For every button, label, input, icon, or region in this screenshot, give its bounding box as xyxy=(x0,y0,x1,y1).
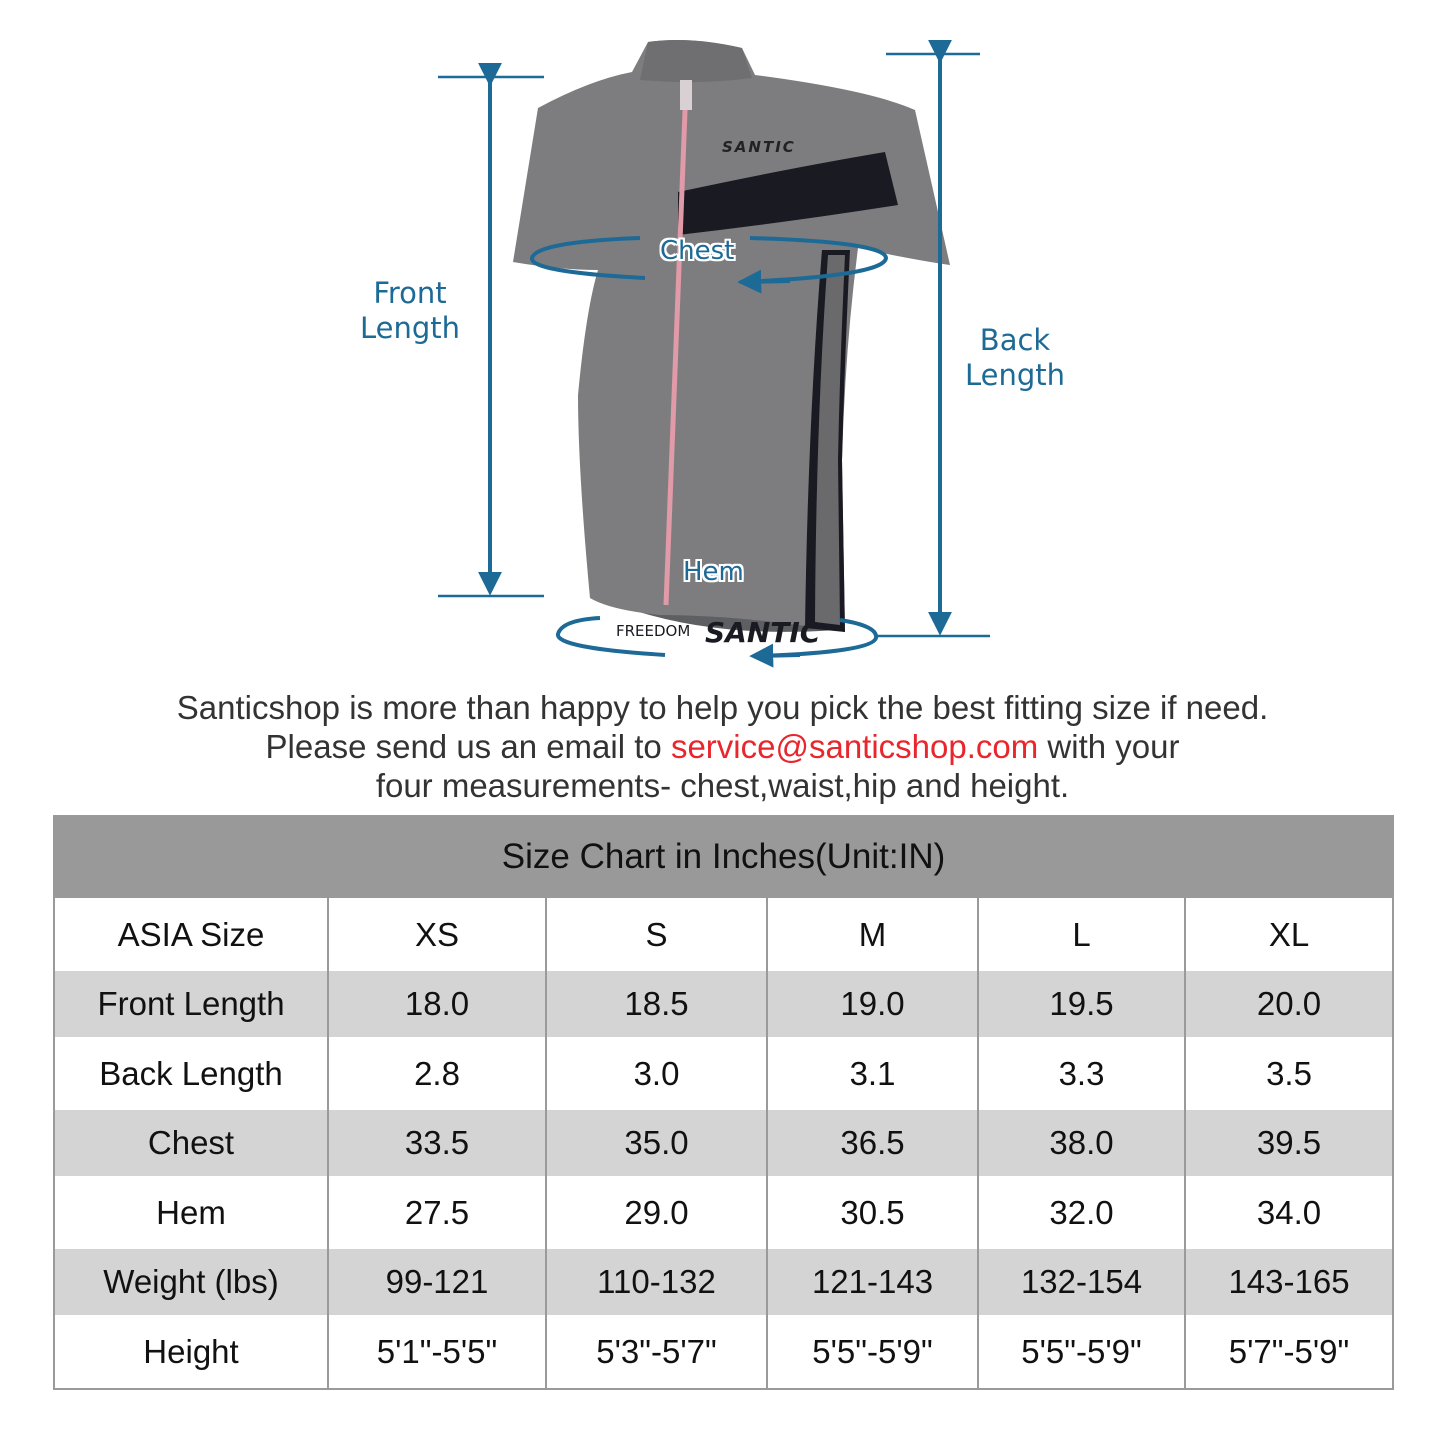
table-cell: 3.5 xyxy=(1185,1037,1393,1110)
table-cell: 3.3 xyxy=(978,1037,1185,1110)
table-cell: 110-132 xyxy=(546,1249,767,1315)
front-length-label-line2: Length xyxy=(359,311,461,345)
table-cell: 18.5 xyxy=(546,971,767,1037)
table-row xyxy=(54,1037,1393,1110)
table-row xyxy=(54,1176,1393,1249)
table-cell: 18.0 xyxy=(328,971,546,1037)
hem-band-logo: SANTIC xyxy=(705,616,821,649)
collar xyxy=(640,40,752,82)
table-cell: 38.0 xyxy=(978,1110,1185,1176)
intro-line-2-end: with your xyxy=(1038,728,1180,765)
size-chart-title: Size Chart in Inches(Unit:IN) xyxy=(54,816,1393,897)
table-row xyxy=(54,971,1393,1037)
table-cell: 3.0 xyxy=(546,1037,767,1110)
row-label: Hem xyxy=(54,1176,328,1249)
intro-text xyxy=(0,688,1445,805)
row-label: Height xyxy=(54,1315,328,1389)
table-cell: 3.1 xyxy=(767,1037,978,1110)
row-label: Chest xyxy=(54,1110,328,1176)
table-cell: 29.0 xyxy=(546,1176,767,1249)
table-row xyxy=(54,1110,1393,1176)
table-cell: 5'5"-5'9" xyxy=(978,1315,1185,1389)
table-row xyxy=(54,1249,1393,1315)
table-cell: 5'5"-5'9" xyxy=(767,1315,978,1389)
intro-line-3: four measurements- chest,waist,hip and height. xyxy=(375,767,1070,804)
header-cell: ASIA Size xyxy=(54,897,328,971)
email-link[interactable]: service@santicshop.com xyxy=(670,728,1039,765)
table-cell: 27.5 xyxy=(328,1176,546,1249)
table-header-row xyxy=(54,897,1393,971)
table-cell: 30.5 xyxy=(767,1176,978,1249)
header-cell: S xyxy=(546,897,767,971)
table-cell: 19.5 xyxy=(978,971,1185,1037)
table-cell: 36.5 xyxy=(767,1110,978,1176)
measurement-diagram xyxy=(0,0,1445,680)
front-length-label xyxy=(350,276,470,346)
table-cell: 5'1"-5'5" xyxy=(328,1315,546,1389)
header-cell: XS xyxy=(328,897,546,971)
table-cell: 35.0 xyxy=(546,1110,767,1176)
table-row xyxy=(54,1315,1393,1389)
back-length-label-line1: Back xyxy=(979,323,1051,357)
front-length-label-line1: Front xyxy=(373,276,447,310)
table-cell: 34.0 xyxy=(1185,1176,1393,1249)
brand-logo: SANTIC xyxy=(722,138,796,156)
header-cell: XL xyxy=(1185,897,1393,971)
table-cell: 99-121 xyxy=(328,1249,546,1315)
table-cell: 20.0 xyxy=(1185,971,1393,1037)
back-length-label-line2: Length xyxy=(964,358,1066,392)
table-cell: 19.0 xyxy=(767,971,978,1037)
table-cell: 39.5 xyxy=(1185,1110,1393,1176)
row-label: Back Length xyxy=(54,1037,328,1110)
hem-label: Hem xyxy=(683,557,744,587)
back-length-label xyxy=(955,323,1075,393)
hem-band-text: FREEDOM xyxy=(616,622,691,640)
table-cell: 121-143 xyxy=(767,1249,978,1315)
chest-label: Chest xyxy=(660,236,735,266)
table-cell: 33.5 xyxy=(328,1110,546,1176)
table-cell: 2.8 xyxy=(328,1037,546,1110)
jersey-body xyxy=(513,40,950,632)
size-chart-table xyxy=(53,815,1394,1390)
header-cell: L xyxy=(978,897,1185,971)
table-cell: 132-154 xyxy=(978,1249,1185,1315)
row-label: Front Length xyxy=(54,971,328,1037)
table-cell: 5'3"-5'7" xyxy=(546,1315,767,1389)
intro-line-2 xyxy=(0,727,1445,766)
header-cell: M xyxy=(767,897,978,971)
intro-line-2-start: Please send us an email to xyxy=(265,728,671,765)
zipper-pull xyxy=(680,80,692,110)
table-cell: 5'7"-5'9" xyxy=(1185,1315,1393,1389)
intro-line-1: Santicshop is more than happy to help you pick the best fitting size if need. xyxy=(176,689,1269,726)
table-cell: 32.0 xyxy=(978,1176,1185,1249)
table-cell: 143-165 xyxy=(1185,1249,1393,1315)
row-label: Weight (lbs) xyxy=(54,1249,328,1315)
